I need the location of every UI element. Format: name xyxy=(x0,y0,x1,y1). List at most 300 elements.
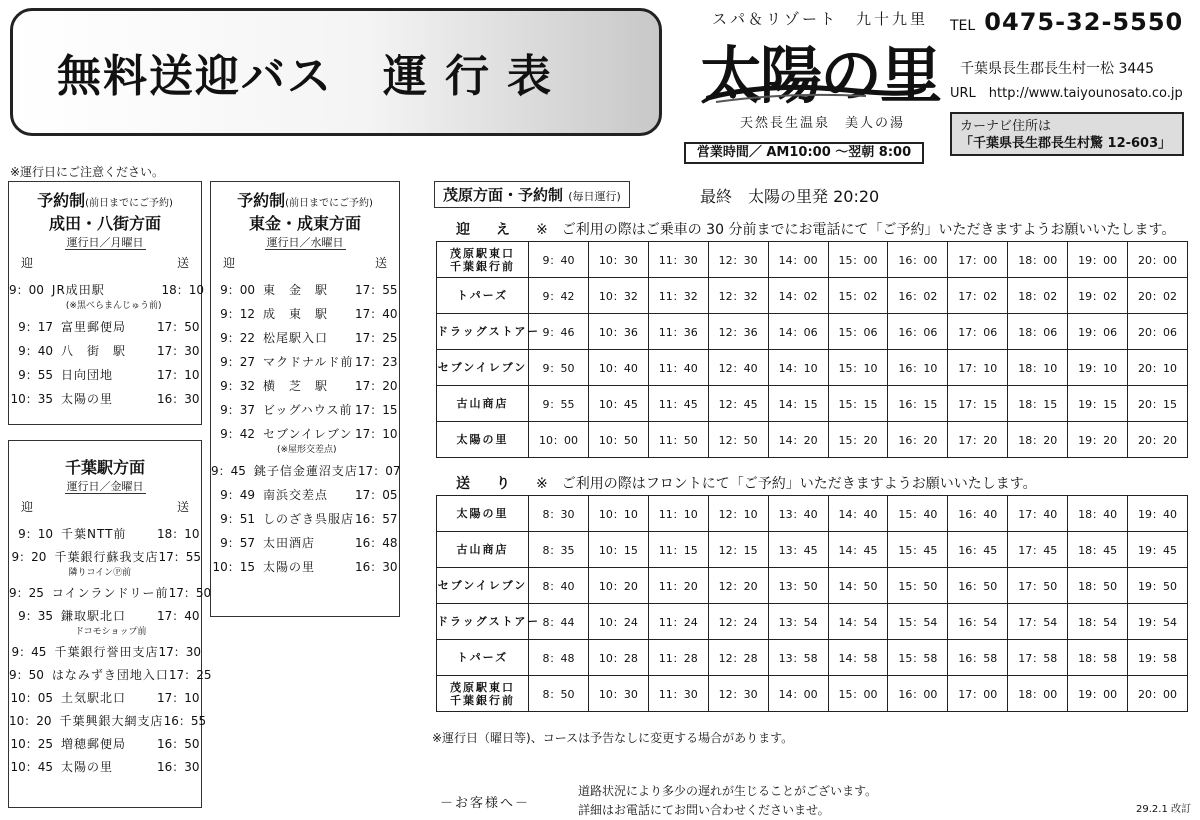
departure-time: 20：06 xyxy=(1128,314,1188,350)
pickup-time: 10：20 xyxy=(9,714,52,728)
direction-header: 迎 送 xyxy=(21,256,189,270)
stop-name: 茂原駅東口 千葉銀行前 xyxy=(437,242,529,278)
route-days: 運行日／水曜日 xyxy=(266,236,344,249)
stop-name: 千葉銀行誉田支店 xyxy=(54,645,159,659)
title-timetable: 運行表 xyxy=(383,51,569,102)
stop-name: ドラッグストアー xyxy=(437,604,529,640)
departure-time: 19：54 xyxy=(1128,604,1188,640)
stop-name: 古山商店 xyxy=(437,532,529,568)
dropoff-time: 17：30 xyxy=(158,645,201,659)
dropoff-time: 16：30 xyxy=(157,760,200,774)
pickup-section-label: 迎 え ※ ご利用の際はご乗車の 30 分前までにお電話にて「ご予約」いただきますようお願いいたします。 xyxy=(456,222,1176,238)
departure-time: 14：10 xyxy=(768,350,828,386)
departure-time: 12：30 xyxy=(708,676,768,712)
departure-time: 10：30 xyxy=(588,676,648,712)
departure-time: 15：15 xyxy=(828,386,888,422)
stop-row xyxy=(9,525,201,542)
pickup-time: 9：40 xyxy=(18,344,53,358)
departure-time: 17：50 xyxy=(1008,568,1068,604)
departure-time: 10：20 xyxy=(588,568,648,604)
departure-time: 13：45 xyxy=(768,532,828,568)
stop-note: ドコモショップ前 xyxy=(75,627,147,637)
departure-time: 16：58 xyxy=(948,640,1008,676)
departure-time: 14：54 xyxy=(828,604,888,640)
departure-time: 19：45 xyxy=(1128,532,1188,568)
stop-name: 成 東 駅 xyxy=(263,307,329,321)
departure-time: 15：54 xyxy=(888,604,948,640)
delay-notice: 道路状況により多少の遅れが生じることがございます。 詳細はお電話にてお問い合わせくださいませ。 xyxy=(578,784,878,817)
departure-time: 18：00 xyxy=(1008,242,1068,278)
stop-name: 太陽の里 xyxy=(437,496,529,532)
stop-row xyxy=(211,281,399,298)
departure-time: 18：00 xyxy=(1008,676,1068,712)
stop-name: トパーズ xyxy=(437,278,529,314)
departure-time: 12：50 xyxy=(708,422,768,458)
pickup-time: 10：45 xyxy=(10,760,53,774)
departure-time: 17：40 xyxy=(1008,496,1068,532)
timetable-row xyxy=(437,242,1188,278)
logo-swoosh-icon xyxy=(706,80,926,106)
route-days: 運行日／金曜日 xyxy=(66,480,144,493)
departure-time: 19：00 xyxy=(1068,676,1128,712)
departure-time: 18：20 xyxy=(1008,422,1068,458)
route-header: 予約制(前日までにご予約) xyxy=(37,191,173,210)
route-title: 成田・八街方面 xyxy=(48,214,161,233)
stop-name: 太陽の里 xyxy=(437,422,529,458)
pickup-time: 9：32 xyxy=(220,379,255,393)
tel-label: TEL xyxy=(950,18,976,34)
departure-time: 12：20 xyxy=(708,568,768,604)
departure-time: 18：45 xyxy=(1068,532,1128,568)
departure-time: 18：58 xyxy=(1068,640,1128,676)
stop-name: 千葉興銀大網支店 xyxy=(59,714,164,728)
timetable-row xyxy=(437,422,1188,458)
departure-time: 8：48 xyxy=(529,640,589,676)
logo-tagline: 天然長生温泉 美人の湯 xyxy=(740,116,906,131)
departure-time: 10：00 xyxy=(529,422,589,458)
dropoff-time: 17：23 xyxy=(355,355,398,369)
departure-time: 17：00 xyxy=(948,676,1008,712)
departure-time: 8：50 xyxy=(529,676,589,712)
departure-time: 15：40 xyxy=(888,496,948,532)
departure-time: 17：54 xyxy=(1008,604,1068,640)
mobara-last-bus: 最終 太陽の里発 20:20 xyxy=(700,187,880,206)
navi-address: 「千葉県長生郡長生村驚 12-603」 xyxy=(960,136,1172,151)
stop-row xyxy=(211,353,399,370)
departure-time: 12：45 xyxy=(708,386,768,422)
departure-time: 16：45 xyxy=(948,532,1008,568)
departure-time: 15：00 xyxy=(828,676,888,712)
dropoff-time: 16：55 xyxy=(163,714,207,728)
stop-name: 増穂郵便局 xyxy=(61,737,127,751)
stop-name: 銚子信金蓮沼支店 xyxy=(253,464,358,478)
dropoff-time: 17：40 xyxy=(355,307,398,321)
stop-name: コインランドリー前 xyxy=(51,586,169,600)
stop-name: ビッグハウス前 xyxy=(263,403,353,417)
departure-time: 14：45 xyxy=(828,532,888,568)
stop-row xyxy=(9,735,201,752)
customer-notice-label: －お客様へ－ xyxy=(440,796,531,811)
departure-time: 15：00 xyxy=(828,242,888,278)
business-hours: 営業時間／ AM10:00 ～翌朝 8:00 xyxy=(684,142,924,164)
departure-time: 12：40 xyxy=(708,350,768,386)
dropoff-time: 16：30 xyxy=(355,560,398,574)
departure-time: 16：00 xyxy=(888,676,948,712)
timetable-row xyxy=(437,350,1188,386)
pickup-time: 9：00 xyxy=(9,283,44,297)
departure-time: 13：40 xyxy=(768,496,828,532)
dropoff-time: 16：48 xyxy=(355,536,398,550)
departure-time: 14：02 xyxy=(768,278,828,314)
departure-time: 10：15 xyxy=(588,532,648,568)
departure-time: 15：58 xyxy=(888,640,948,676)
dropoff-time: 16：57 xyxy=(355,512,398,526)
departure-time: 14：15 xyxy=(768,386,828,422)
pickup-time: 9：49 xyxy=(220,488,255,502)
stop-name: ドラッグストアー xyxy=(437,314,529,350)
stop-row xyxy=(211,534,399,551)
timetable-row xyxy=(437,532,1188,568)
departure-time: 10：45 xyxy=(588,386,648,422)
pickup-time: 9：51 xyxy=(220,512,255,526)
departure-time: 16：02 xyxy=(888,278,948,314)
address: 千葉県長生郡長生村一松 3445 xyxy=(960,61,1155,77)
dropoff-time: 17：10 xyxy=(355,427,398,441)
stop-row xyxy=(211,425,399,455)
departure-time: 16：06 xyxy=(888,314,948,350)
dropoff-section-label: 送 り ※ ご利用の際はフロントにて「ご予約」いただきますようお願いいたします。 xyxy=(456,476,1037,492)
stop-row xyxy=(211,377,399,394)
departure-time: 11：15 xyxy=(648,532,708,568)
website-url[interactable]: URL http://www.taiyounosato.co.jp xyxy=(950,86,1183,101)
departure-time: 16：50 xyxy=(948,568,1008,604)
stop-name: 八 街 駅 xyxy=(61,344,127,358)
departure-time: 17：02 xyxy=(948,278,1008,314)
departure-time: 12：24 xyxy=(708,604,768,640)
departure-time: 19：02 xyxy=(1068,278,1128,314)
departure-time: 11：30 xyxy=(648,242,708,278)
dropoff-time: 17：55 xyxy=(158,550,201,564)
logo-subtitle: スパ＆リゾート 九十九里 xyxy=(712,10,929,28)
stop-name: 太陽の里 xyxy=(61,392,114,406)
departure-time: 16：40 xyxy=(948,496,1008,532)
timetable-row xyxy=(437,386,1188,422)
stop-name: 千葉NTT前 xyxy=(61,527,127,541)
pickup-time: 10：15 xyxy=(212,560,255,574)
stop-name: 鎌取駅北口 ドコモショップ前 xyxy=(53,607,157,637)
departure-time: 14：00 xyxy=(768,242,828,278)
departure-time: 10：24 xyxy=(588,604,648,640)
dropoff-time: 17：40 xyxy=(157,609,200,623)
dropoff-time: 17：10 xyxy=(157,368,200,382)
route-days: 運行日／月曜日 xyxy=(66,236,144,249)
pickup-time: 9：42 xyxy=(220,427,255,441)
stop-row xyxy=(9,689,201,706)
stop-note: 隣りコインⓅ前 xyxy=(68,568,132,578)
departure-time: 13：58 xyxy=(768,640,828,676)
pickup-time: 9：12 xyxy=(220,307,255,321)
stop-row xyxy=(9,390,201,407)
pickup-time: 9：10 xyxy=(18,527,53,541)
departure-time: 8：44 xyxy=(529,604,589,640)
departure-time: 20：00 xyxy=(1128,242,1188,278)
departure-time: 18：06 xyxy=(1008,314,1068,350)
stop-name: セブンイレブン xyxy=(437,350,529,386)
pickup-time: 9：37 xyxy=(220,403,255,417)
departure-time: 15：45 xyxy=(888,532,948,568)
departure-time: 16：10 xyxy=(888,350,948,386)
stop-name: 古山商店 xyxy=(437,386,529,422)
navi-label: カーナビ住所は xyxy=(960,119,1052,134)
stop-row xyxy=(9,281,205,311)
pickup-time: 9：20 xyxy=(11,550,47,564)
departure-time: 10：30 xyxy=(588,242,648,278)
departure-time: 11：32 xyxy=(648,278,708,314)
departure-time: 12：32 xyxy=(708,278,768,314)
stop-row xyxy=(9,607,201,637)
departure-time: 15：20 xyxy=(828,422,888,458)
departure-time: 18：10 xyxy=(1008,350,1068,386)
departure-time: 16：54 xyxy=(948,604,1008,640)
route-togane xyxy=(210,181,400,617)
pickup-time: 9：27 xyxy=(220,355,255,369)
departure-time: 9：42 xyxy=(529,278,589,314)
departure-time: 15：50 xyxy=(888,568,948,604)
timetable-row xyxy=(437,640,1188,676)
departure-time: 13：50 xyxy=(768,568,828,604)
departure-time: 14：50 xyxy=(828,568,888,604)
stop-row xyxy=(9,342,201,359)
pickup-time: 9：57 xyxy=(220,536,255,550)
stop-row xyxy=(9,758,201,775)
departure-time: 17：00 xyxy=(948,242,1008,278)
dropoff-timetable xyxy=(436,495,1188,712)
departure-time: 14：06 xyxy=(768,314,828,350)
stop-name: マクドナルド前 xyxy=(263,355,354,369)
dropoff-time: 17：15 xyxy=(355,403,398,417)
pickup-time: 9：00 xyxy=(220,283,255,297)
departure-time: 17：06 xyxy=(948,314,1008,350)
departure-time: 11：10 xyxy=(648,496,708,532)
logo-mark: 太陽の里 xyxy=(700,39,941,112)
stop-name: 東 金 駅 xyxy=(263,283,329,297)
departure-time: 20：20 xyxy=(1128,422,1188,458)
departure-time: 14：00 xyxy=(768,676,828,712)
stop-row xyxy=(211,401,399,418)
departure-time: 12：15 xyxy=(708,532,768,568)
stop-row xyxy=(9,548,201,578)
departure-time: 19：58 xyxy=(1128,640,1188,676)
stop-row xyxy=(211,510,399,527)
departure-time: 11：36 xyxy=(648,314,708,350)
tel-number[interactable]: 0475-32-5550 xyxy=(984,8,1184,36)
timetable-row xyxy=(437,314,1188,350)
departure-time: 18：54 xyxy=(1068,604,1128,640)
dropoff-time: 17：25 xyxy=(168,668,212,682)
dropoff-time: 17：07 xyxy=(357,464,401,478)
pickup-time: 9：55 xyxy=(18,368,53,382)
departure-time: 10：40 xyxy=(588,350,648,386)
departure-time: 11：20 xyxy=(648,568,708,604)
timetable-row xyxy=(437,676,1188,712)
departure-time: 11：24 xyxy=(648,604,708,640)
pickup-timetable xyxy=(436,241,1188,458)
departure-time: 19：15 xyxy=(1068,386,1128,422)
departure-time: 14：20 xyxy=(768,422,828,458)
departure-time: 10：50 xyxy=(588,422,648,458)
departure-time: 12：28 xyxy=(708,640,768,676)
timetable-row xyxy=(437,604,1188,640)
route-title: 東金・成東方面 xyxy=(248,214,361,233)
timetable-row xyxy=(437,496,1188,532)
route-narita xyxy=(8,181,205,425)
departure-time: 18：40 xyxy=(1068,496,1128,532)
dropoff-time: 16：30 xyxy=(157,392,200,406)
dropoff-time: 17：20 xyxy=(355,379,398,393)
departure-time: 16：20 xyxy=(888,422,948,458)
stop-name: セブンイレブン (※屋形交差点) xyxy=(255,425,355,455)
pickup-time: 9：45 xyxy=(11,645,47,659)
stop-name: 太陽の里 xyxy=(263,560,316,574)
departure-time: 19：20 xyxy=(1068,422,1128,458)
departure-time: 19：00 xyxy=(1068,242,1128,278)
departure-time: 20：10 xyxy=(1128,350,1188,386)
stop-name: 南浜交差点 xyxy=(263,488,329,502)
departure-time: 17：15 xyxy=(948,386,1008,422)
route-header: 予約制(前日までにご予約) xyxy=(237,191,373,210)
route-title: 千葉駅方面 xyxy=(64,458,145,477)
departure-time: 18：50 xyxy=(1068,568,1128,604)
departure-time: 9：55 xyxy=(529,386,589,422)
departure-time: 19：10 xyxy=(1068,350,1128,386)
departure-time: 18：15 xyxy=(1008,386,1068,422)
title-banner xyxy=(10,8,662,136)
departure-time: 11：50 xyxy=(648,422,708,458)
telephone[interactable] xyxy=(950,8,1183,36)
stop-name: トパーズ xyxy=(437,640,529,676)
revision-date: 29.2.1 改訂 xyxy=(1136,804,1191,815)
stop-name: しのざき呉服店 xyxy=(263,512,355,526)
departure-time: 10：32 xyxy=(588,278,648,314)
stop-row xyxy=(9,366,201,383)
dropoff-time: 17：25 xyxy=(355,331,398,345)
dropoff-time: 17：50 xyxy=(157,320,200,334)
departure-time: 12：10 xyxy=(708,496,768,532)
stop-row xyxy=(211,486,399,503)
stop-note: (※黒べらまんじゅう前) xyxy=(65,301,162,311)
stop-name: 富里郵便局 xyxy=(61,320,127,334)
stop-name: セブンイレブン xyxy=(437,568,529,604)
stop-note: (※屋形交差点) xyxy=(277,445,337,455)
departure-time: 20：00 xyxy=(1128,676,1188,712)
departure-time: 15：10 xyxy=(828,350,888,386)
timetable-row xyxy=(437,568,1188,604)
stop-row xyxy=(211,558,399,575)
car-navi-box xyxy=(950,112,1184,156)
departure-time: 9：50 xyxy=(529,350,589,386)
stop-row xyxy=(9,666,212,683)
departure-time: 17：45 xyxy=(1008,532,1068,568)
departure-time: 19：40 xyxy=(1128,496,1188,532)
departure-time: 17：10 xyxy=(948,350,1008,386)
departure-time: 16：15 xyxy=(888,386,948,422)
pickup-time: 10：35 xyxy=(10,392,53,406)
direction-header: 迎 送 xyxy=(21,500,189,514)
departure-time: 17：58 xyxy=(1008,640,1068,676)
departure-time: 11：30 xyxy=(648,676,708,712)
change-note: ※運行日（曜日等)、コースは予告なしに変更する場合があります。 xyxy=(432,731,794,745)
operation-day-note: ※運行日にご注意ください。 xyxy=(10,165,165,179)
stop-name: 千葉銀行蘇我支店 隣りコインⓅ前 xyxy=(54,550,159,578)
title-main: 無料送迎バス xyxy=(57,51,333,102)
stop-row xyxy=(211,462,399,479)
stop-name: 太田酒店 xyxy=(263,536,316,550)
dropoff-time: 18：10 xyxy=(161,283,205,297)
stop-row xyxy=(211,305,399,322)
departure-time: 12：36 xyxy=(708,314,768,350)
departure-time: 10：28 xyxy=(588,640,648,676)
departure-time: 10：10 xyxy=(588,496,648,532)
departure-time: 8：30 xyxy=(529,496,589,532)
departure-time: 19：06 xyxy=(1068,314,1128,350)
departure-time: 17：20 xyxy=(948,422,1008,458)
pickup-time: 10：25 xyxy=(10,737,53,751)
departure-time: 8：40 xyxy=(529,568,589,604)
dropoff-time: 17：30 xyxy=(157,344,200,358)
stop-name: 松尾駅入口 xyxy=(263,331,329,345)
departure-time: 19：50 xyxy=(1128,568,1188,604)
departure-time: 10：36 xyxy=(588,314,648,350)
mobara-title: 茂原方面・予約制 (毎日運行) xyxy=(434,181,630,208)
pickup-time: 9：45 xyxy=(211,464,246,478)
departure-time: 15：06 xyxy=(828,314,888,350)
departure-time: 11：45 xyxy=(648,386,708,422)
dropoff-time: 17：55 xyxy=(355,283,398,297)
departure-time: 20：15 xyxy=(1128,386,1188,422)
departure-time: 18：02 xyxy=(1008,278,1068,314)
dropoff-time: 16：50 xyxy=(157,737,200,751)
departure-time: 14：58 xyxy=(828,640,888,676)
stop-name: 茂原駅東口 千葉銀行前 xyxy=(437,676,529,712)
stop-name: 横 芝 駅 xyxy=(263,379,329,393)
dropoff-time: 18：10 xyxy=(157,527,200,541)
stop-row xyxy=(211,329,399,346)
dropoff-time: 17：10 xyxy=(157,691,200,705)
stop-name: 土気駅北口 xyxy=(61,691,127,705)
stop-row xyxy=(9,318,201,335)
departure-time: 13：54 xyxy=(768,604,828,640)
pickup-time: 9：50 xyxy=(9,668,44,682)
stop-name: はなみずき団地入口 xyxy=(51,668,169,682)
direction-header: 迎 送 xyxy=(223,256,387,270)
stop-name: 日向団地 xyxy=(61,368,114,382)
departure-time: 16：00 xyxy=(888,242,948,278)
stop-name: 太陽の里 xyxy=(61,760,114,774)
departure-time: 9：46 xyxy=(529,314,589,350)
pickup-time: 9：25 xyxy=(9,586,44,600)
departure-time: 12：30 xyxy=(708,242,768,278)
dropoff-time: 17：05 xyxy=(355,488,398,502)
stop-row xyxy=(9,712,207,729)
pickup-time: 9：35 xyxy=(18,609,53,623)
departure-time: 11：40 xyxy=(648,350,708,386)
departure-time: 11：28 xyxy=(648,640,708,676)
pickup-time: 10：05 xyxy=(10,691,53,705)
departure-time: 14：40 xyxy=(828,496,888,532)
pickup-time: 9：22 xyxy=(220,331,255,345)
pickup-time: 9：17 xyxy=(18,320,53,334)
stop-row xyxy=(9,643,201,660)
